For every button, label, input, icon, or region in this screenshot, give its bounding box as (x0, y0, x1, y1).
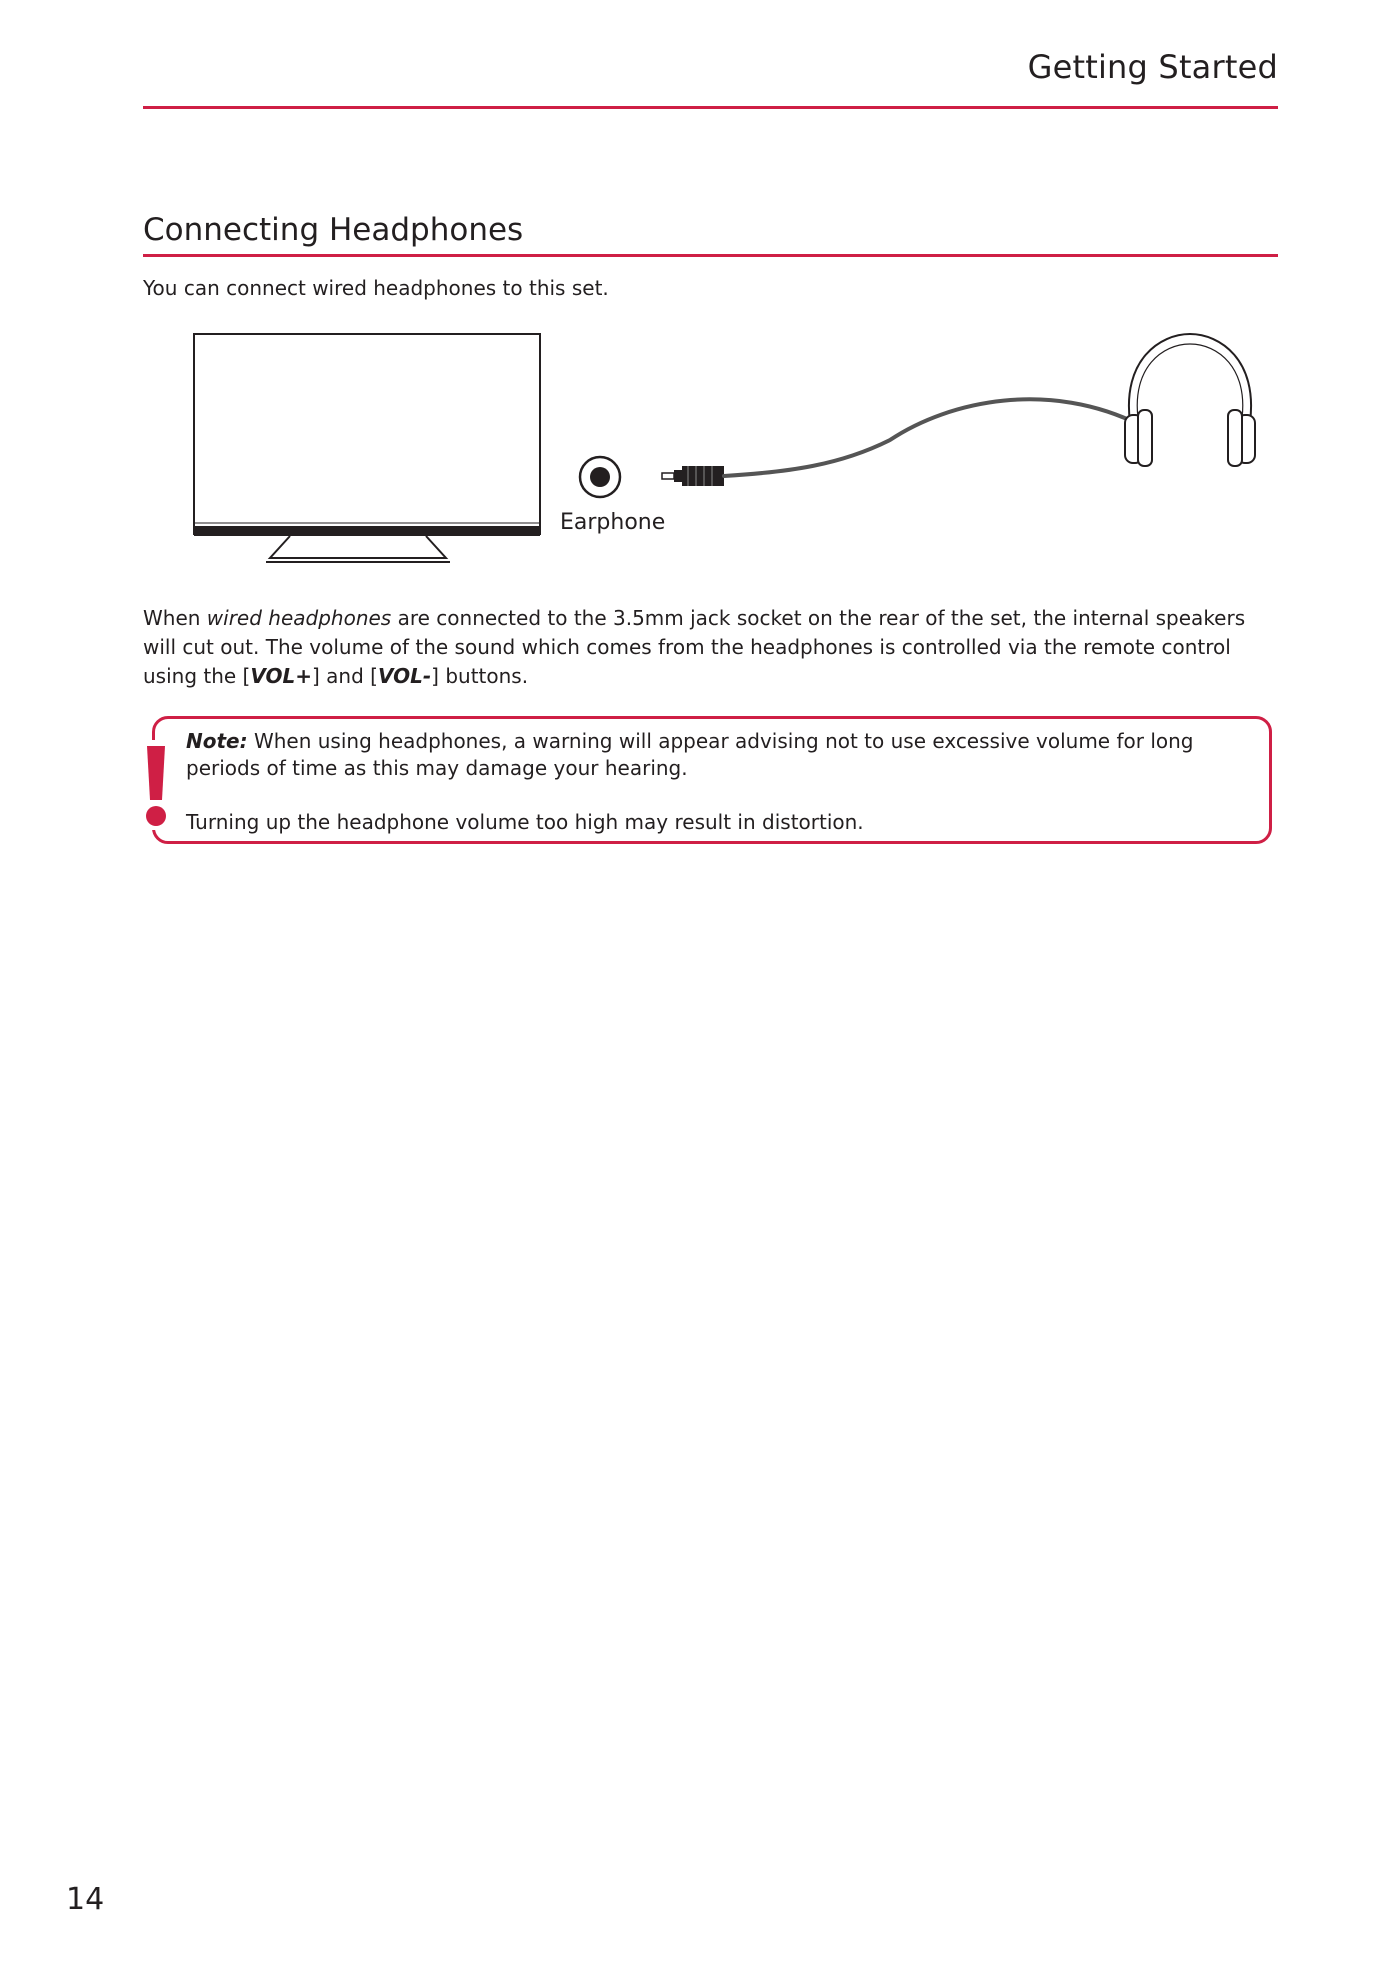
note-paragraph-1 (186, 728, 1256, 782)
body-text-part: When (143, 606, 207, 630)
warning-exclamation-icon (138, 740, 174, 830)
audio-plug-icon (662, 466, 724, 486)
vol-minus-label: VOL- (377, 664, 432, 688)
earphone-label: Earphone (560, 510, 666, 535)
header-section-title: Getting Started (1027, 48, 1278, 86)
page-number: 14 (66, 1882, 105, 1917)
intro-text: You can connect wired headphones to this set. (143, 276, 609, 300)
section-title: Connecting Headphones (143, 212, 524, 248)
tv-icon (194, 334, 540, 562)
headphone-connection-illustration (190, 330, 1270, 580)
header-divider (143, 106, 1278, 109)
body-paragraph (143, 604, 1278, 691)
jack-socket-icon (580, 457, 620, 497)
headphones-icon (1125, 334, 1255, 466)
note-label: Note: (186, 729, 248, 753)
note-paragraph-2: Turning up the headphone volume too high may result in distortion. (186, 810, 864, 834)
section-divider (143, 254, 1278, 257)
body-text-part: ] and [ (312, 664, 378, 688)
body-text-part: are connected to the 3.5mm jack socket on the rear of the set, the internal speakers will cut out. The volume of the sound which comes from the headphones is controlled via the remote control using the [ (143, 606, 1246, 688)
vol-plus-label: VOL+ (250, 664, 313, 688)
body-emphasis-wired-headphones: wired headphones (206, 606, 392, 630)
note-text-1: When using headphones, a warning will appear advising not to use excessive volume for long periods of time as this may damage your hearing. (186, 729, 1194, 780)
body-text-part: ] buttons. (431, 664, 529, 688)
headphone-cable (724, 399, 1140, 476)
